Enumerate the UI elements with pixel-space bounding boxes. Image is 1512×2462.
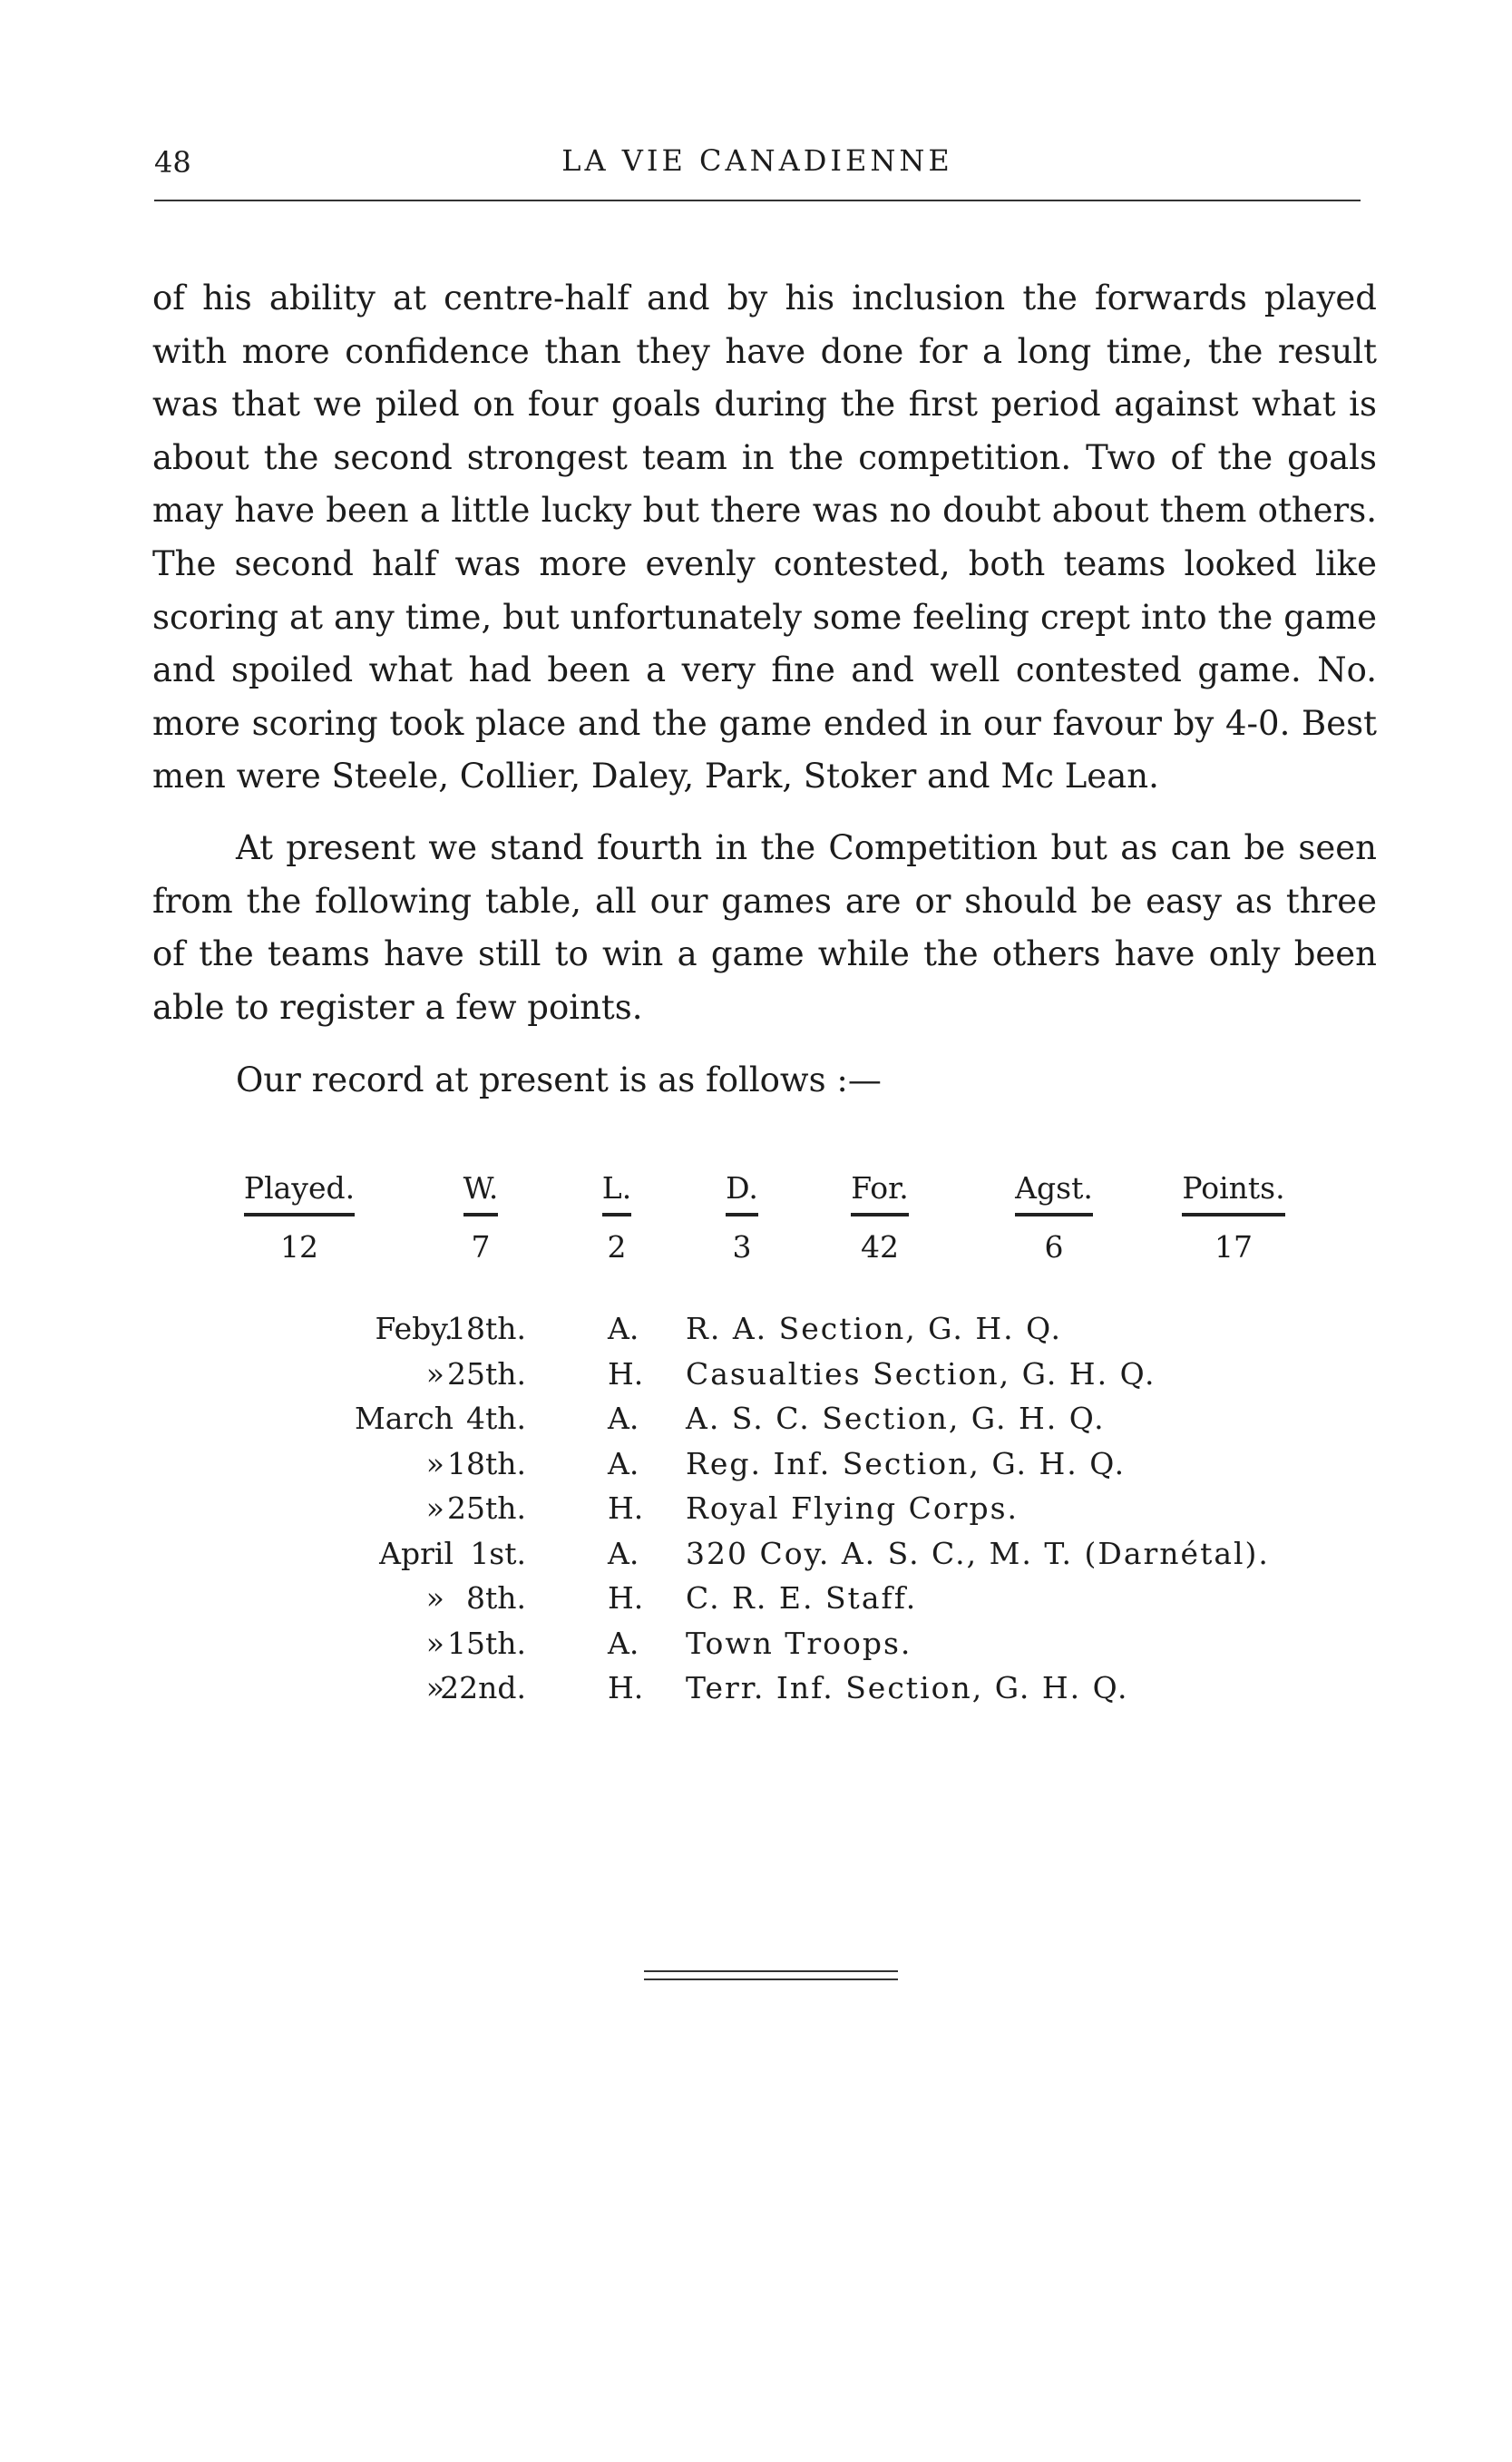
fixture-row [345,1580,1370,1626]
fixture-day: 4th. [466,1401,526,1436]
fixture-month: Feby. [375,1311,454,1346]
fixture-venue: A. [608,1401,639,1436]
fixture-opponent: A. S. C. Section, G. H. Q. [686,1401,1106,1436]
record-value-for: 42 [861,1229,899,1265]
fixture-venue: H. [608,1670,644,1705]
record-value-lost: 2 [607,1229,627,1265]
record-value-points: 17 [1214,1229,1253,1265]
fixture-day: 15th. [447,1625,526,1661]
record-header-won: W. [463,1170,499,1216]
fixture-day: 18th. [447,1311,526,1346]
page-number: 48 [154,145,191,180]
fixture-row [345,1446,1370,1491]
record-column-won [435,1170,526,1265]
record-table [231,1170,1302,1288]
fixture-ditto-mark: » [425,1625,444,1661]
fixture-opponent: C. R. E. Staff. [686,1580,918,1616]
page-header [154,136,1361,191]
fixture-day: 25th. [447,1490,526,1526]
end-rule [644,1970,898,1980]
fixture-list [345,1311,1370,1715]
fixture-venue: A. [608,1535,639,1571]
paragraph-competition-standing: At present we stand fourth in the Competition but as can be seen from the following table, all our games are or should be easy as three of the teams have still to win a game while the others have only been able to register a few points. [152,827,1377,1027]
record-value-against: 6 [1044,1229,1064,1265]
paragraph-record-intro: Our record at present is as follows :— [236,1060,882,1100]
fixture-row [345,1626,1370,1671]
fixture-month: April [379,1535,454,1571]
fixture-row [345,1490,1370,1536]
record-header-points: Points. [1182,1170,1284,1216]
fixture-day: 25th. [447,1355,526,1392]
fixture-opponent: Casualties Section, G. H. Q. [686,1355,1156,1392]
fixture-day: 22nd. [440,1670,526,1705]
record-column-points [1166,1170,1302,1265]
fixture-ditto-mark: » [425,1580,444,1616]
fixture-ditto-mark: » [425,1490,444,1526]
header-rule [154,200,1361,201]
fixture-ditto-mark: » [425,1445,444,1481]
fixture-row [345,1536,1370,1581]
fixture-day: 1st. [470,1535,526,1571]
fixture-day: 8th. [466,1580,526,1616]
fixture-venue: A. [608,1311,639,1346]
record-header-for: For. [851,1170,909,1216]
fixture-ditto-mark: » [425,1355,444,1392]
record-column-for [825,1170,934,1265]
record-column-drawn [706,1170,778,1265]
fixture-opponent: Town Troops. [686,1625,912,1661]
fixture-row [345,1356,1370,1402]
paragraph-match-report: of his ability at centre-half and by his inclusion the forwards played with more confidence than they have done for a long time, the result was that we piled on four goals during the first period against what is about the second strongest team in the competition. Two of the goals may have been a little lucky but there was no doubt about them others. The second half was more evenly contested, both teams looked like scoring at any time, but unfortunately some feeling crept into the game and spoiled what had been a very fine and well contested game. No. more scoring took place and the game ended in our favour by 4-0. Best men were Steele, Collier, Daley, Park, Stoker and Mc Lean. [152,278,1377,796]
article-body [152,272,1377,1108]
fixture-venue: H. [608,1580,644,1616]
fixture-venue: H. [608,1355,644,1392]
fixture-month: March [355,1401,454,1436]
fixture-opponent: 320 Coy. A. S. C., M. T. (Darnétal). [686,1535,1270,1571]
fixture-venue: A. [608,1445,639,1481]
fixture-venue: A. [608,1625,639,1661]
record-value-won: 7 [471,1229,491,1265]
fixture-opponent: Reg. Inf. Section, G. H. Q. [686,1445,1127,1481]
fixture-opponent: Terr. Inf. Section, G. H. Q. [686,1670,1129,1705]
fixture-ditto-mark: » [425,1670,444,1705]
record-column-against [995,1170,1113,1265]
record-header-played: Played. [244,1170,355,1216]
fixture-row [345,1401,1370,1446]
record-header-drawn: D. [726,1170,758,1216]
record-header-against: Agst. [1015,1170,1093,1216]
fixture-row [345,1311,1370,1356]
fixture-opponent: R. A. Section, G. H. Q. [686,1311,1062,1346]
fixture-row [345,1670,1370,1715]
record-value-drawn: 3 [732,1229,752,1265]
record-value-played: 12 [280,1229,318,1265]
fixture-opponent: Royal Flying Corps. [686,1490,1019,1526]
record-column-lost [580,1170,653,1265]
running-title: LA VIE CANADIENNE [561,143,953,178]
fixture-venue: H. [608,1490,644,1526]
record-header-lost: L. [602,1170,631,1216]
fixture-day: 18th. [447,1445,526,1481]
record-column-played [231,1170,367,1265]
